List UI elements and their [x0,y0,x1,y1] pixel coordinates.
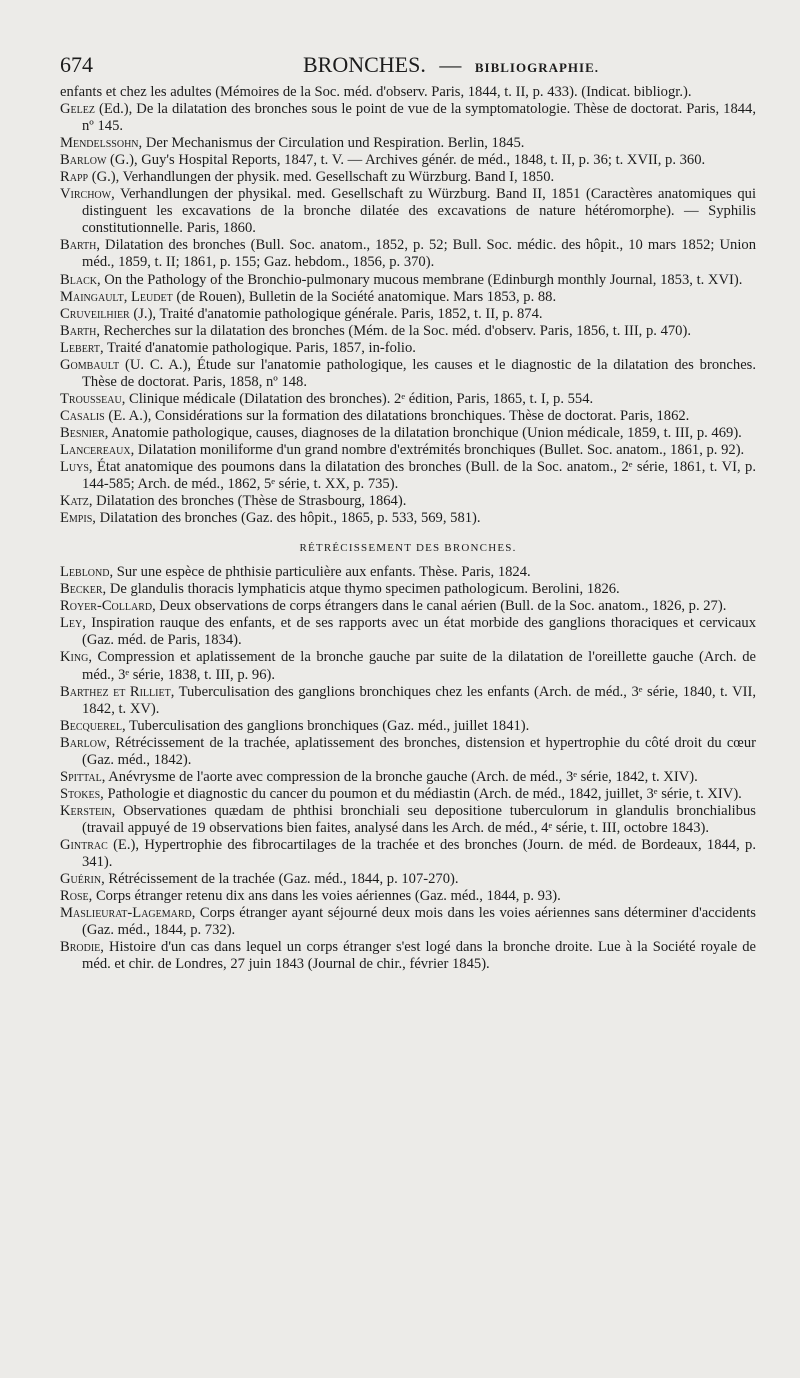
entry-text: , Pathologie et diagnostic du cancer du poumon et du médiastin (Arch. de méd., 1842, juillet, 3ᵉ série, t. XIV). [100,785,742,802]
entry-author: Becquerel [60,717,122,734]
entry-author: Rapp [60,169,89,186]
entry-text: (E.), Hypertrophie des fibrocartilages de la trachée et des bronches (Journ. de méd. de Bordeaux, 1844, p. 341). [82,836,756,871]
entry-text: , Corps étranger ayant séjourné deux mois dans les voies aériennes sans déterminer d'accidents (Gaz. méd., 1844, p. 732). [82,905,756,939]
entry-text: , État anatomique des poumons dans la dilatation des bronches (Bull. de la Soc. anatom., 2ᵉ série, 1861, t. VI, p. 144-585; Arch. de méd., 1862, 5ᵉ série, t. XX, p. 735). [82,459,756,493]
entry-text: , Der Mechanismus der Circulation und Respiration. Berlin, 1845. [138,135,525,152]
entry-author: Rose [60,888,89,905]
running-title-main: BRONCHES. [303,52,426,77]
entry-author: Barlow [60,152,107,169]
bibliography-entry [60,306,756,323]
entry-author: Barth [60,322,97,339]
entry-text: , Dilatation des bronches (Thèse de Strasbourg, 1864). [88,493,407,510]
entry-author: Stokes [60,785,101,802]
bibliography-entry [60,684,756,718]
bibliography-entry [60,598,756,615]
entry-author: Guérin [60,871,102,888]
bibliography-entry [60,272,756,289]
bibliography-entry [60,425,756,442]
entry-text: enfants et chez les adultes (Mémoires de la Soc. méd. d'observ. Paris, 1844, t. II, p. 433). (Indicat. bibliogr.). [60,84,692,100]
entry-author: Maslieurat-Lagemard [60,905,192,922]
entry-text: , Dilatation des bronches (Bull. Soc. anatom., 1852, p. 52; Bull. Soc. médic. des hôpit., 10 mars 1852; Union méd., 1859, t. II; 1861, p. 155; Gaz. hebdom., 1856, p. 370). [82,237,756,271]
bibliography-entry [60,152,756,169]
bibliography-entry [60,101,756,135]
entry-author: Ley [60,615,83,632]
entry-text: , Rétrécissement de la trachée (Gaz. méd., 1844, p. 107-270). [101,871,459,888]
bibliography-entry [60,735,756,769]
bibliography-entry [60,905,756,939]
entry-text: , Verhandlungen der physikal. med. Gesellschaft zu Würzburg. Band II, 1851 (Caractères anatomiques qui distinguent les excavations de la bronche dilatée des excavations de nature hétéromorphe). — Syphilis constitutionnelle. Paris, 1860. [82,186,756,237]
entry-text: , Tuberculisation des ganglions bronchiques (Gaz. méd., juillet 1841). [121,717,530,734]
entry-text: , Compression et aplatissement de la bronche gauche par suite de la dilatation de l'oreillette gauche (Arch. de méd., 3ᵉ série, 1838, t. III, p. 96). [82,649,756,683]
running-title-sub: BIBLIOGRAPHIE. [474,60,600,75]
bibliography-entry [60,169,756,186]
section-heading: RÉTRÉCISSEMENT DES BRONCHES. [299,542,517,555]
entry-author: Kerstein [60,802,112,819]
entry-text: , Dilatation des bronches (Gaz. des hôpit., 1865, p. 533, 569, 581). [92,510,481,527]
bibliography-list-retrecissement [60,564,756,973]
entry-author: Casalis [60,407,105,424]
bibliography-entry [60,786,756,803]
entry-author: Mendelssohn [60,135,139,152]
bibliography-entry [60,442,756,459]
entry-author: Maingault, Leudet [60,288,173,305]
entry-text: , Corps étranger retenu dix ans dans les voies aériennes (Gaz. méd., 1844, p. 93). [88,888,561,905]
bibliography-entry [60,888,756,905]
bibliography-entry [60,649,756,683]
entry-author: Barthez et Rilliet [60,683,171,700]
entry-text: (U. C. A.), Étude sur l'anatomie pathologique, les causes et le diagnostic de la dilatation des bronches. Thèse de doctorat. Paris, 1858, nº 148. [82,356,756,390]
bibliography-entry [60,939,756,973]
bibliography-entry [60,564,756,581]
running-title-dash: — [439,52,462,77]
entry-author: Barth [60,237,97,254]
entry-author: Becker [60,581,103,598]
entry-text: , Sur une espèce de phthisie particulière aux enfants. Thèse. Paris, 1824. [109,564,531,581]
entry-author: Gombault [60,356,120,373]
entry-text: , Anatomie pathologique, causes, diagnoses de la dilatation bronchique (Union médicale, 1859, t. III, p. 469). [104,424,742,441]
entry-text: , Tuberculisation des ganglions bronchiques chez les enfants (Arch. de méd., 3ᵉ série, 1840, t. VII, 1842, t. XV). [82,683,756,717]
entry-author: Lancereaux [60,441,131,458]
entry-author: Lebert [60,339,100,356]
entry-text: , Histoire d'un cas dans lequel un corps étranger s'est logé dans la bronche droite. Lue à la Société royale de méd. et chir. de Londres, 27 juin 1843 (Journal de chir., février 1845). [82,939,756,973]
bibliography-entry [60,357,756,391]
entry-author: Gelez [60,101,95,118]
bibliography-list-dilatation [60,84,756,527]
bibliography-entry [60,493,756,510]
bibliography-entry [60,510,756,527]
bibliography-entry [60,718,756,735]
entry-text: , Inspiration rauque des enfants, et de ses rapports avec un état morbide des ganglions thoraciques et cervicaux (Gaz. méd. de Paris, 1834). [82,615,756,649]
entry-author: Cruveilhier [60,305,130,322]
entry-author: Spittal [60,768,102,785]
bibliography-entry [60,408,756,425]
entry-author: Besnier [60,424,105,441]
bibliography-entry [60,84,756,101]
entry-author: Barlow [60,734,107,751]
entry-text: , Clinique médicale (Dilatation des bronches). 2ᵉ édition, Paris, 1865, t. I, p. 554. [121,390,594,407]
entry-author: Luys [60,459,89,476]
bibliography-entry [60,289,756,306]
entry-author: Katz [60,493,89,510]
page-number: 674 [60,52,93,77]
bibliography-entry [60,237,756,271]
entry-text: , Rétrécissement de la trachée, aplatissement des bronches, distension et hypertrophie du côté droit du cœur (Gaz. méd., 1842). [82,734,756,768]
bibliography-entry [60,323,756,340]
bibliography-entry [60,871,756,888]
entry-author: Black [60,271,97,288]
entry-author: Empis [60,510,93,527]
entry-text: (G.), Verhandlungen der physik. med. Gesellschaft zu Würzburg. Band I, 1850. [88,169,555,186]
entry-text: , Traité d'anatomie pathologique. Paris, 1857, in-folio. [99,339,416,356]
bibliography-entry [60,803,756,837]
bibliography-entry [60,186,756,237]
entry-author: Leblond [60,564,110,581]
bibliography-entry [60,135,756,152]
page-header [60,52,780,78]
bibliography-entry [60,459,756,493]
bibliography-entry [60,769,756,786]
running-title [303,52,599,78]
entry-text: (G.), Guy's Hospital Reports, 1847, t. V. — Archives génér. de méd., 1848, t. II, p. 36; t. XVII, p. 360. [106,152,706,169]
entry-author: Virchow [60,186,112,203]
entry-author: Brodie [60,939,101,956]
entry-text: (de Rouen), Bulletin de la Société anatomique. Mars 1853, p. 88. [172,288,557,305]
entry-text: (J.), Traité d'anatomie pathologique générale. Paris, 1852, t. II, p. 874. [129,305,543,322]
entry-text: , Observationes quædam de phthisi bronchiali seu depositione tuberculorum in glandulis bronchialibus (travail appuyé de 19 observations bien faites, analysé dans les Arch. de méd., 4ᵉ série, t. III, octobre 1843). [82,802,756,836]
bibliography-entry [60,340,756,357]
entry-text: , Deux observations de corps étrangers dans le canal aérien (Bull. de la Soc. anatom., 1826, p. 27). [152,598,727,615]
entry-text: , On the Pathology of the Bronchio-pulmonary mucous membrane (Edinburgh monthly Journal, 1853, t. XVI). [96,271,743,288]
entry-author: King [60,649,89,666]
entry-text: (E. A.), Considérations sur la formation des dilatations bronchiques. Thèse de doctorat. Paris, 1862. [104,407,690,424]
entry-text: , De glandulis thoracis lymphaticis atque thymo specimen pathologicum. Berolini, 1826. [102,581,620,598]
entry-author: Gintrac [60,836,108,853]
entry-text: , Recherches sur la dilatation des bronches (Mém. de la Soc. méd. d'observ. Paris, 1856, t. III, p. 470). [96,322,691,339]
entry-author: Royer-Collard [60,598,153,615]
bibliography-entry [60,615,756,649]
entry-text: , Dilatation moniliforme d'un grand nombre d'extrémités bronchiques (Bullet. Soc. anatom., 1861, p. 92). [130,441,745,458]
bibliography-entry [60,391,756,408]
bibliography-body [60,84,756,973]
entry-text: (Ed.), De la dilatation des bronches sous le point de vue de la symptomatologie. Thèse de doctorat. Paris, 1844, nº 145. [82,101,756,135]
bibliography-entry [60,581,756,598]
bibliography-entry [60,837,756,871]
entry-text: , Anévrysme de l'aorte avec compression de la bronche gauche (Arch. de méd., 3ᵉ série, 1842, t. XIV). [101,768,698,785]
entry-author: Trousseau [60,390,122,407]
